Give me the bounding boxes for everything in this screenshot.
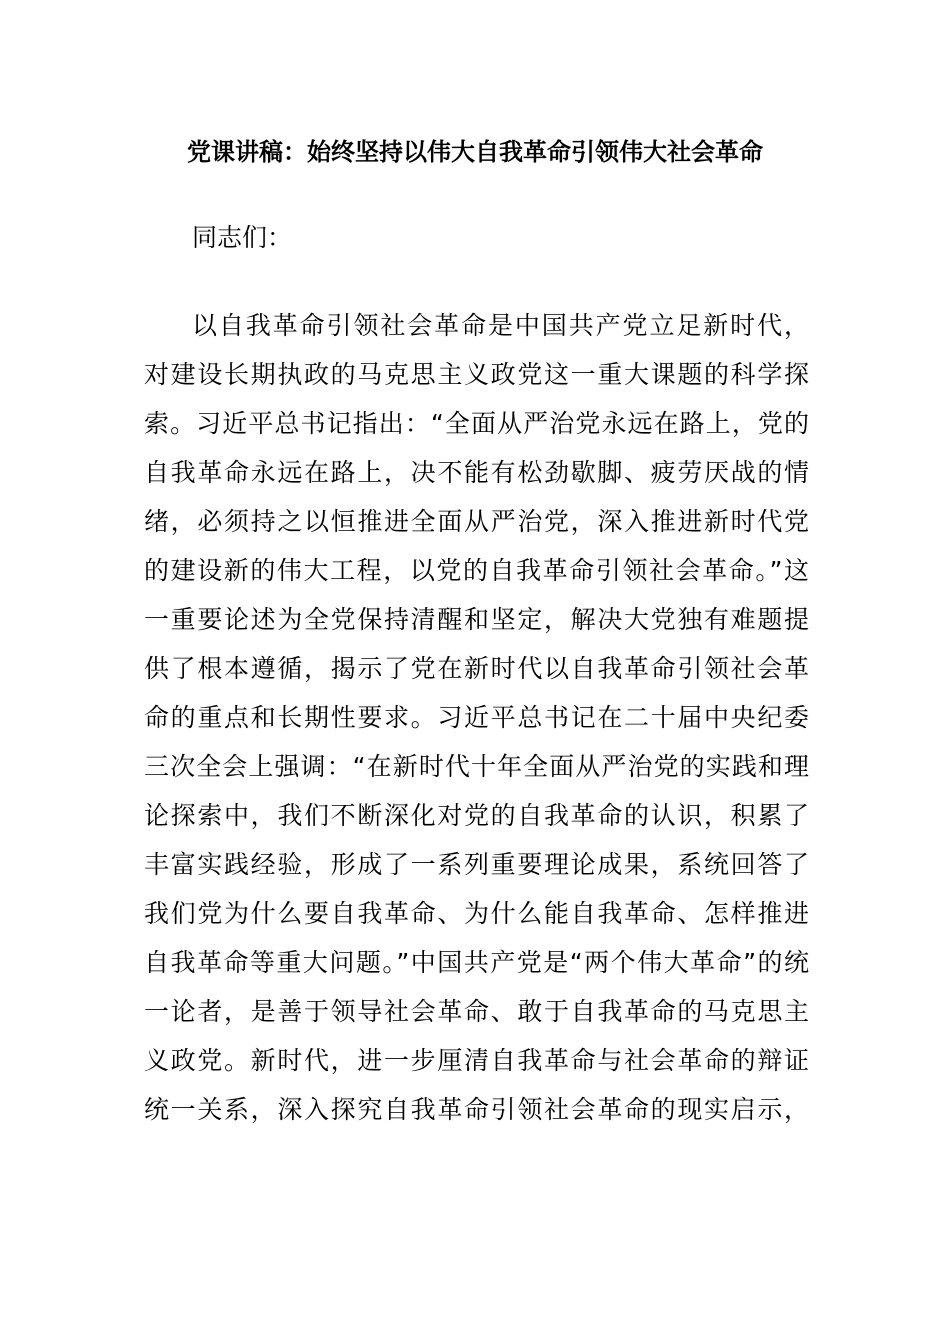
paragraph-line: 索。习近平总书记指出：“全面从严治党永远在路上，党的 — [144, 409, 809, 438]
paragraph-line: 供了根本遵循，揭示了党在新时代以自我革命引领社会革 — [144, 654, 809, 683]
salutation: 同志们： — [192, 223, 293, 252]
paragraph-line: 自我革命等重大问题。”中国共产党是“两个伟大革命”的统 — [144, 948, 809, 977]
paragraph-line: 统一关系，深入探究自我革命引领社会革命的现实启示， — [144, 1095, 809, 1124]
paragraph-line: 的建设新的伟大工程，以党的自我革命引领社会革命。”这 — [144, 556, 809, 585]
paragraph-line: 丰富实践经验，形成了一系列重要理论成果，系统回答了 — [144, 850, 809, 879]
paragraph-line: 自我革命永远在路上，决不能有松劲歇脚、疲劳厌战的情 — [144, 458, 809, 487]
paragraph-line: 三次全会上强调：“在新时代十年全面从严治党的实践和理 — [144, 752, 809, 781]
paragraph-line: 命的重点和长期性要求。习近平总书记在二十届中央纪委 — [144, 703, 809, 732]
document-title: 党课讲稿：始终坚持以伟大自我革命引领伟大社会革命 — [187, 138, 763, 166]
paragraph-line: 一重要论述为全党保持清醒和坚定，解决大党独有难题提 — [144, 605, 809, 634]
paragraph-line: 我们党为什么要自我革命、为什么能自我革命、怎样推进 — [144, 899, 809, 928]
body-paragraph — [144, 306, 809, 1139]
paragraph-line: 义政党。新时代，进一步厘清自我革命与社会革命的辩证 — [144, 1046, 809, 1075]
paragraph-line: 对建设长期执政的马克思主义政党这一重大课题的科学探 — [144, 360, 809, 389]
paragraph-line: 一论者，是善于领导社会革命、敢于自我革命的马克思主 — [144, 997, 809, 1026]
paragraph-line: 以自我革命引领社会革命是中国共产党立足新时代， — [192, 311, 809, 340]
paragraph-line: 论探索中，我们不断深化对党的自我革命的认识，积累了 — [144, 801, 809, 830]
paragraph-line: 绪，必须持之以恒推进全面从严治党，深入推进新时代党 — [144, 507, 809, 536]
